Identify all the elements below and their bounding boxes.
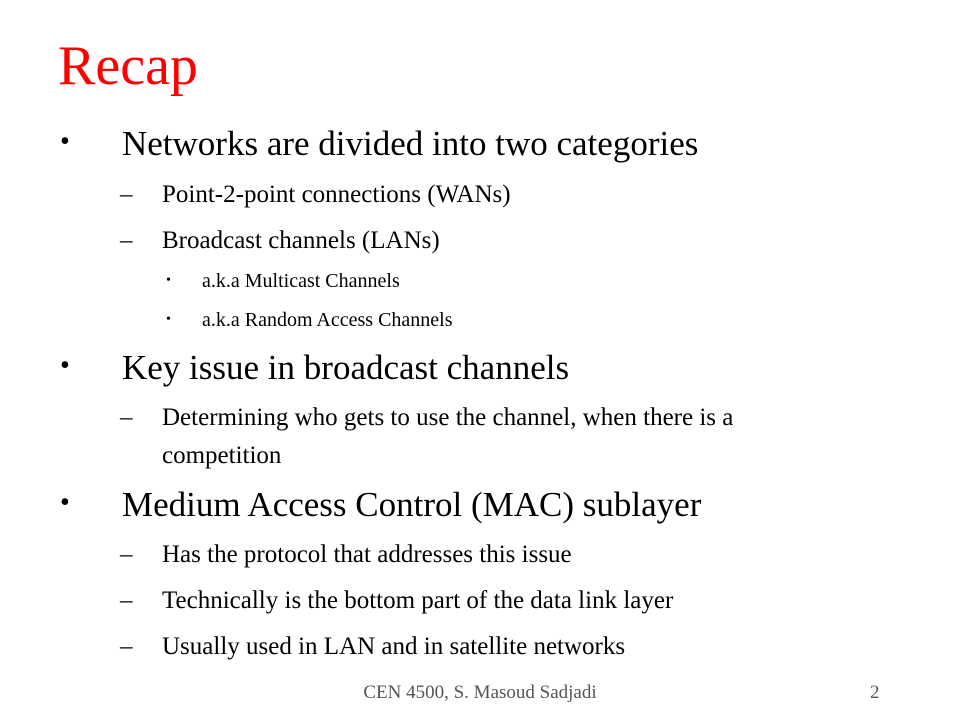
dash-marker: – — [120, 404, 133, 431]
bullet-text: Key issue in broadcast channels — [122, 348, 570, 387]
page-number: 2 — [870, 682, 880, 703]
subitem-text: Point-2-point connections (WANs) — [162, 181, 511, 208]
subitem-text: Usually used in LAN and in satellite networks — [162, 633, 626, 660]
bullet-marker: • — [166, 312, 171, 327]
dash-marker: – — [120, 587, 133, 614]
bullet-marker: • — [60, 350, 70, 381]
dash-marker: – — [120, 633, 133, 660]
bullet-text: Medium Access Control (MAC) sublayer — [122, 485, 702, 524]
subitem-text: Technically is the bottom part of the data link layer — [162, 587, 674, 614]
bullet-text: Networks are divided into two categories — [122, 124, 699, 163]
subitem-text: Has the protocol that addresses this issue — [162, 541, 572, 568]
dash-marker: – — [120, 181, 133, 208]
subsubitem-text: a.k.a Random Access Channels — [202, 309, 453, 331]
slide-title: Recap — [58, 35, 198, 97]
footer-course-author: CEN 4500, S. Masoud Sadjadi — [363, 682, 597, 703]
bullet-marker: • — [60, 126, 70, 157]
bullet-marker: • — [166, 273, 171, 288]
subitem-text: Broadcast channels (LANs) — [162, 227, 440, 254]
subitem-text-line1: Determining who gets to use the channel, when there is a — [162, 404, 734, 431]
subsubitem-text: a.k.a Multicast Channels — [202, 270, 400, 292]
dash-marker: – — [120, 541, 133, 568]
dash-marker: – — [120, 227, 133, 254]
subitem-text-line2: competition — [162, 442, 282, 469]
bullet-marker: • — [60, 487, 70, 518]
